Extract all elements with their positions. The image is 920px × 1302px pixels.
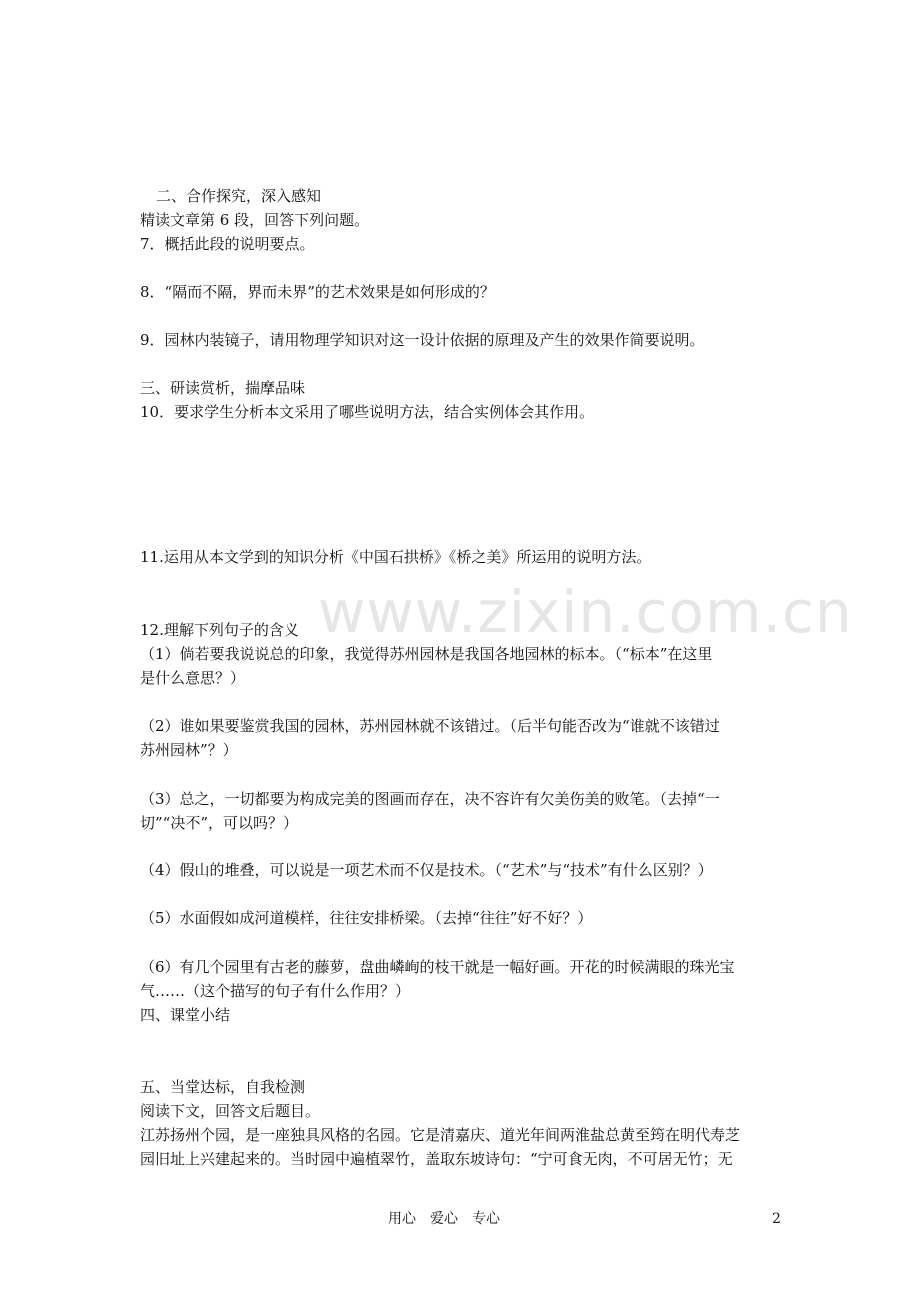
passage-line-1: 江苏扬州个园，是一座独具风格的名园。它是清嘉庆、道光年间两淮盐总黄至筠在明代寿芝 — [140, 1126, 741, 1144]
question-11: 11.运用从本文学到的知识分析《中国石拱桥》《桥之美》所运用的说明方法。 — [140, 548, 652, 566]
section-two-intro: 精读文章第 6 段，回答下列问题。 — [140, 211, 370, 229]
question-12: 12.理解下列句子的含义 — [140, 621, 299, 639]
question-12-item-2: （2）谁如果要鉴赏我国的园林，苏州园林就不该错过。（后半句能否改为“谁就不该错过 — [140, 717, 720, 735]
question-12-item-5: （5）水面假如成河道模样，往往安排桥梁。（去掉“往往”好不好？） — [140, 909, 593, 927]
question-12-item-1-cont: 是什么意思？） — [140, 669, 246, 687]
section-three-heading: 三、研读赏析，揣摩品味 — [140, 379, 306, 397]
section-five-heading: 五、当堂达标，自我检测 — [140, 1078, 306, 1096]
question-12-item-3-cont: 切”“决不”，可以吗？） — [140, 814, 299, 832]
question-12-item-6-cont: 气……（这个描写的句子有什么作用？） — [140, 982, 411, 1000]
watermark: www.zixin.com.cn — [318, 578, 853, 646]
question-12-item-6: （6）有几个园里有古老的藤萝，盘曲嶙峋的枝干就是一幅好画。开花的时候满眼的珠光宝 — [140, 958, 735, 976]
question-9: 9．园林内装镜子，请用物理学知识对这一设计依据的原理及产生的效果作简要说明。 — [140, 331, 705, 349]
question-10: 10．要求学生分析本文采用了哪些说明方法，结合实例体会其作用。 — [140, 403, 595, 421]
section-two-heading: 二、合作探究，深入感知 — [156, 187, 322, 205]
question-12-item-3: （3）总之，一切都要为构成完美的图画而存在，决不容许有欠美伤美的败笔。（去掉“一 — [140, 790, 720, 808]
question-12-item-2-cont: 苏州园林”？） — [140, 741, 238, 759]
question-12-item-1: （1）倘若要我说说总的印象，我觉得苏州园林是我国各地园林的标本。（“标本”在这里 — [140, 645, 713, 663]
page-number: 2 — [772, 1211, 781, 1227]
section-four-heading: 四、课堂小结 — [140, 1006, 231, 1024]
passage-line-2: 园旧址上兴建起来的。当时园中遍植翠竹，盖取东坡诗句：“宁可食无肉，不可居无竹；无 — [140, 1150, 733, 1168]
question-7: 7．概括此段的说明要点。 — [140, 235, 315, 253]
question-8: 8．“隔而不隔，界而未界”的艺术效果是如何形成的？ — [140, 283, 495, 301]
question-12-item-4: （4）假山的堆叠，可以说是一项艺术而不仅是技术。（“艺术”与“技术”有什么区别？） — [140, 861, 713, 879]
footer-motto: 用心 爱心 专心 — [388, 1211, 500, 1227]
section-five-intro: 阅读下文，回答文后题目。 — [140, 1102, 321, 1120]
